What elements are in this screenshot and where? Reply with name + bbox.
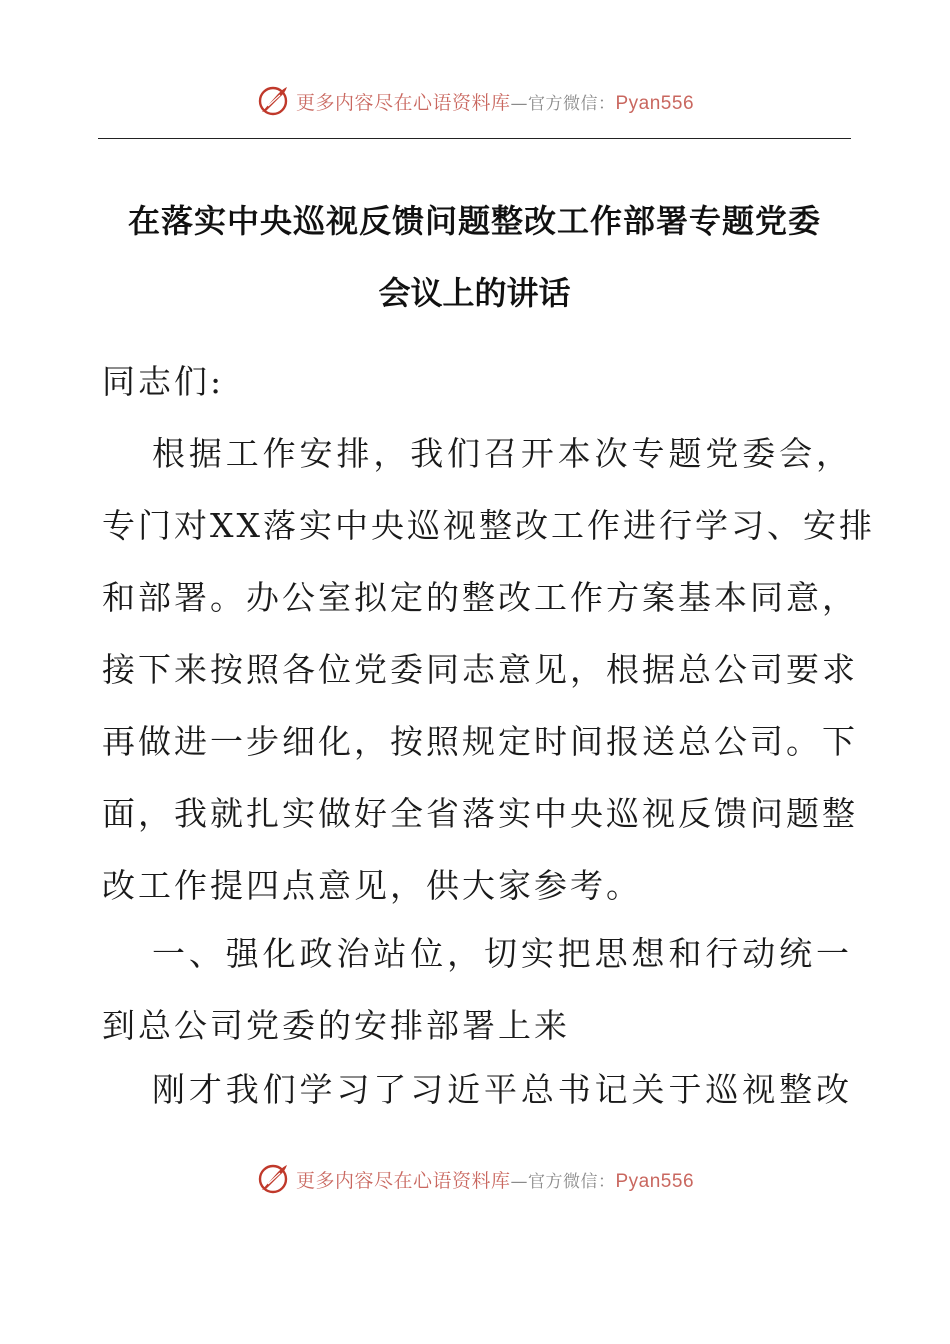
- banner-wechat-id: Pyan556: [615, 92, 695, 114]
- header-divider: [98, 138, 851, 139]
- quill-logo-icon: [256, 84, 290, 118]
- paragraph-line: 根据工作安排，我们召开本次专题党委会，: [152, 434, 852, 473]
- banner-wechat-label: —官方微信：: [510, 1171, 616, 1192]
- paragraph-line: 和部署。办公室拟定的整改工作方案基本同意，: [102, 578, 858, 617]
- page-title-line-1: 在落实中央巡视反馈问题整改工作部署专题党委: [127, 202, 821, 240]
- paragraph-line: 接下来按照各位党委同志意见，根据总公司要求: [102, 650, 858, 689]
- salutation-text: 同志们:: [102, 362, 225, 401]
- quill-logo-icon: [256, 1162, 290, 1196]
- section-heading-1: [102, 918, 852, 1062]
- paragraph-2: [102, 1054, 852, 1126]
- page-title-line-2: 会议上的讲话: [378, 274, 571, 312]
- heading-line: 到总公司党委的安排部署上来: [102, 1006, 570, 1045]
- paragraph-line: 刚才我们学习了习近平总书记关于巡视整改: [152, 1070, 852, 1109]
- paragraph-line: 专门对XX落实中央巡视整改工作进行学习、安排: [102, 506, 875, 545]
- paragraph-line: 改工作提四点意见，供大家参考。: [102, 866, 642, 905]
- paragraph-line: 面，我就扎实做好全省落实中央巡视反馈问题整: [102, 794, 858, 833]
- salutation: [102, 346, 852, 418]
- banner-wechat-id: Pyan556: [615, 1170, 695, 1192]
- banner-text: [296, 88, 694, 115]
- footer-banner: [0, 1162, 950, 1196]
- paragraph-1: [102, 418, 875, 922]
- banner-site-name: 更多内容尽在心语资料库: [295, 1169, 511, 1192]
- banner-wechat-label: —官方微信：: [510, 93, 616, 114]
- header-banner: [0, 84, 950, 118]
- paragraph-line: 再做进一步细化，按照规定时间报送总公司。下: [102, 722, 858, 761]
- banner-text: [296, 1166, 694, 1193]
- heading-line: 一、强化政治站位，切实把思想和行动统一: [152, 934, 852, 973]
- banner-site-name: 更多内容尽在心语资料库: [295, 91, 511, 114]
